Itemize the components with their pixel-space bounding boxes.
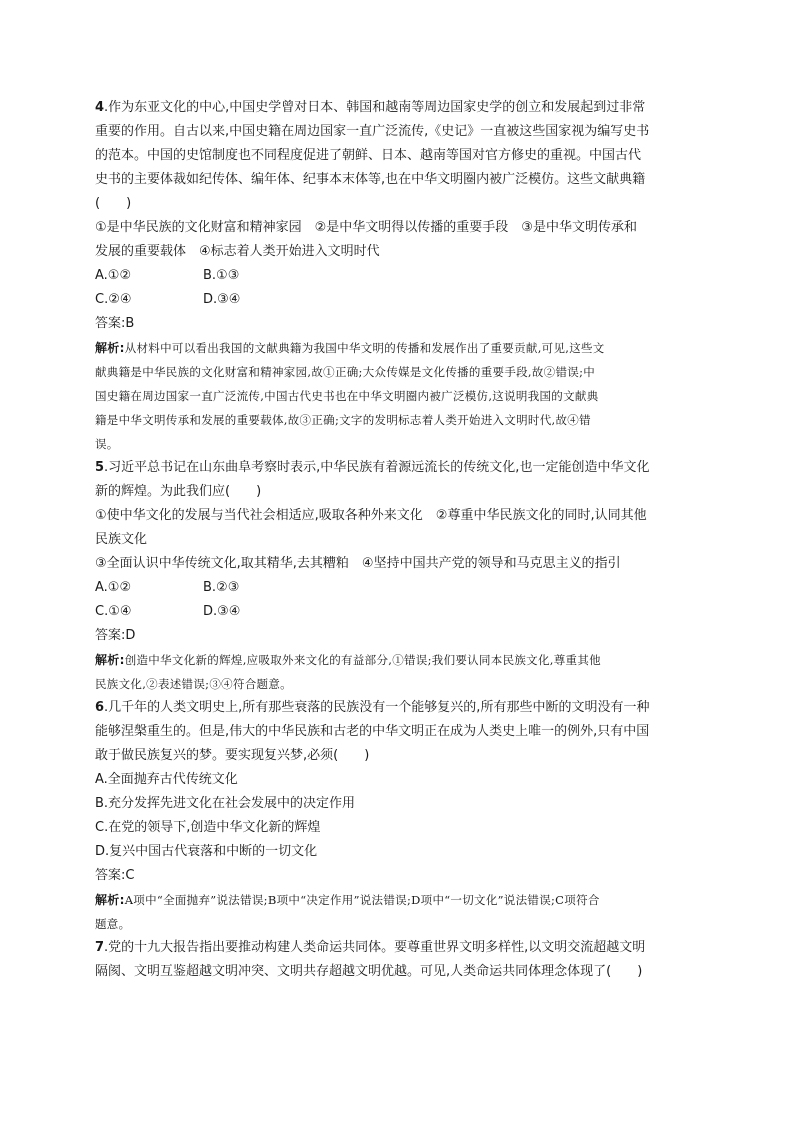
explanation-line: 献典籍是中华民族的文化财富和精神家园,故①正确;大众传媒是文化传播的重要手段,故②错误;中 bbox=[95, 365, 596, 379]
statement-line: ①是中华民族的文化财富和精神家园 ②是中华文明得以传播的重要手段 ③是中华文明传承和 bbox=[95, 220, 637, 235]
document-page bbox=[95, 96, 695, 984]
question-stem-line: 6.几千年的人类文明史上,所有那些衰落的民族没有一个能够复兴的,所有那些中断的文明没有一种 bbox=[95, 700, 650, 715]
explanation-line: 题意。 bbox=[95, 917, 131, 931]
explanation-line: 民族文化,②表述错误;③④符合题意。 bbox=[95, 677, 292, 691]
explanation-line: 解析:创造中华文化新的辉煌,应吸取外来文化的有益部分,①错误;我们要认同本民族文化,尊重其他 bbox=[95, 653, 601, 667]
question-stem-line: 敢于做民族复兴的梦。要实现复兴梦,必须( ) bbox=[95, 748, 370, 763]
choice-a: A.全面抛弃古代传统文化 bbox=[95, 772, 238, 787]
choice-b: B.充分发挥先进文化在社会发展中的决定作用 bbox=[95, 796, 356, 811]
question-stem-line: 5.习近平总书记在山东曲阜考察时表示,中华民族有着源远流长的传统文化,也一定能创造中华文化 bbox=[95, 460, 650, 475]
question-stem-line: 能够涅槃重生的。但是,伟大的中华民族和古老的中华文明正在成为人类史上唯一的例外,只有中国 bbox=[95, 724, 650, 739]
answer-value: B bbox=[125, 316, 135, 331]
option-row bbox=[95, 288, 695, 312]
answer-value: D bbox=[125, 628, 136, 643]
question-7 bbox=[95, 936, 695, 984]
explanation-line: 误。 bbox=[95, 437, 119, 451]
question-number: 7 bbox=[95, 940, 105, 955]
option-a: A.①② bbox=[95, 268, 132, 283]
answer-blank: ( ) bbox=[95, 196, 132, 211]
question-stem-line: 7.党的十九大报告指出要推动构建人类命运共同体。要尊重世界文明多样性,以文明交流超越文明 bbox=[95, 940, 646, 955]
option-row bbox=[95, 600, 695, 624]
question-number: 4 bbox=[95, 100, 105, 115]
statement-line: ①使中华文化的发展与当代社会相适应,吸取各种外来文化 ②尊重中华民族文化的同时,认同其他 bbox=[95, 508, 647, 523]
option-b: B.①③ bbox=[203, 268, 240, 283]
answer-line: 答案:D bbox=[95, 628, 136, 643]
answer-value: C bbox=[125, 868, 135, 883]
answer-line: 答案:C bbox=[95, 868, 135, 883]
question-stem-line: 史书的主要体裁如纪传体、编年体、纪事本末体等,也在中华文明圈内被广泛模仿。这些文献典籍 bbox=[95, 172, 646, 187]
question-4 bbox=[95, 96, 695, 456]
explanation-line: 解析:从材料中可以看出我国的文献典籍为我国中华文明的传播和发展作出了重要贡献,可见,这些文 bbox=[95, 341, 605, 355]
explanation-line: 籍是中华文明传承和发展的重要载体,故③正确;文字的发明标志着人类开始进入文明时代,故④错 bbox=[95, 413, 591, 427]
question-stem-line: 的范本。中国的史馆制度也不同程度促进了朝鲜、日本、越南等国对官方修史的重视。中国古代 bbox=[95, 148, 642, 163]
option-d: D.③④ bbox=[203, 604, 241, 619]
question-stem-line: 4.作为东亚文化的中心,中国史学曾对日本、韩国和越南等周边国家史学的创立和发展起到过非常 bbox=[95, 100, 646, 115]
question-number: 5 bbox=[95, 460, 105, 475]
option-c: C.②④ bbox=[95, 292, 132, 307]
option-row bbox=[95, 264, 695, 288]
question-6 bbox=[95, 696, 695, 936]
option-a: A.①② bbox=[95, 580, 132, 595]
choice-c: C.在党的领导下,创造中华文化新的辉煌 bbox=[95, 820, 321, 835]
question-stem-line: 隔阂、文明互鉴超越文明冲突、文明共存超越文明优越。可见,人类命运共同体理念体现了( ) bbox=[95, 964, 643, 979]
answer-line: 答案:B bbox=[95, 316, 135, 331]
option-d: D.③④ bbox=[203, 292, 241, 307]
explanation-line: 解析:A项中“全面抛弃”说法错误;B项中“决定作用”说法错误;D项中“一切文化”说法错误;C项符合 bbox=[95, 893, 600, 907]
question-5 bbox=[95, 456, 695, 696]
choice-d: D.复兴中国古代衰落和中断的一切文化 bbox=[95, 844, 318, 859]
question-number: 6 bbox=[95, 700, 105, 715]
statement-line: ③全面认识中华传统文化,取其精华,去其糟粕 ④坚持中国共产党的领导和马克思主义的指引 bbox=[95, 556, 621, 571]
explanation-line: 国史籍在周边国家一直广泛流传,中国古代史书也在中华文明圈内被广泛模仿,这说明我国的文献典 bbox=[95, 389, 599, 403]
option-b: B.②③ bbox=[203, 580, 240, 595]
statement-line: 发展的重要载体 ④标志着人类开始进入文明时代 bbox=[95, 244, 380, 259]
statement-line: 民族文化 bbox=[95, 532, 148, 547]
option-row bbox=[95, 576, 695, 600]
question-stem-line: 重要的作用。自古以来,中国史籍在周边国家一直广泛流传,《史记》一直被这些国家视为编写史书 bbox=[95, 124, 650, 139]
question-stem-line: 新的辉煌。为此我们应( ) bbox=[95, 484, 262, 499]
option-c: C.①④ bbox=[95, 604, 132, 619]
